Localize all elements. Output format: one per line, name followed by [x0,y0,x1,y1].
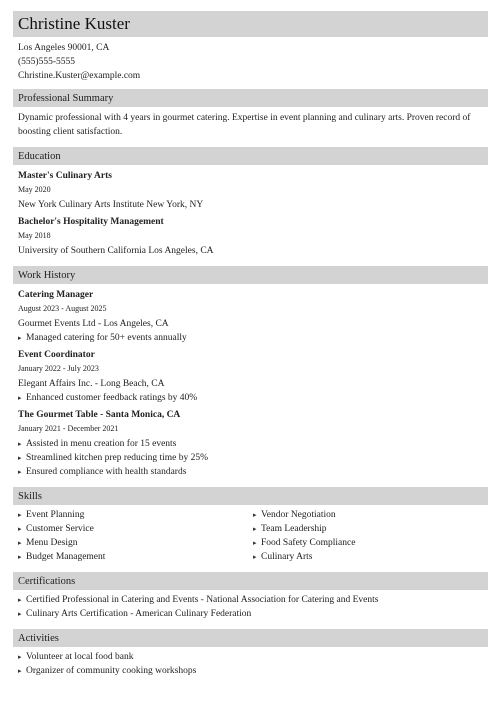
section-header-activities [13,629,488,647]
skills-column-left [18,508,253,564]
list-item: ▸ Streamlined kitchen prep reducing time by 25% [18,453,209,463]
section-title: Work History [18,269,76,281]
degree-date: May 2020 [18,185,51,194]
arrow-bullet-icon: ▸ [253,525,257,533]
section-header-work-history [13,266,488,284]
arrow-bullet-icon: ▸ [253,511,257,519]
summary-text: Dynamic professional with 4 years in gourmet catering. Expertise in event planning and culinary arts. Proven record of boosting client satisfaction. [18,113,471,137]
arrow-bullet-icon: ▸ [253,553,257,561]
arrow-bullet-icon: ▸ [18,440,22,448]
list-item: ▸ Ensured compliance with health standards [18,467,187,477]
section-title: Education [18,150,61,162]
job-dates: January 2021 - December 2021 [18,424,119,433]
section-title: Skills [18,490,42,502]
list-item: ▸ Enhanced customer feedback ratings by 40% [18,393,198,403]
section-title: Activities [18,632,59,644]
job-bullets [13,331,488,345]
skills-list [13,508,488,564]
section-title: Certifications [18,575,76,587]
address: Los Angeles 90001, CA [18,43,110,53]
school: University of Southern California Los Angeles, CA [18,246,214,256]
certifications-list [13,593,488,621]
arrow-bullet-icon: ▸ [18,394,22,402]
list-item: ▸ Certified Professional in Catering and Events - National Association for Catering and Events [18,595,379,605]
degree-date: May 2018 [18,231,51,240]
job-bullets [13,437,488,479]
section-title: Professional Summary [18,92,114,104]
education-list [13,169,488,258]
list-item: ▸ Team Leadership [253,524,327,534]
job-title: Event Coordinator [18,350,95,360]
resume-page [13,11,488,678]
job-company: Gourmet Events Ltd - Los Angeles, CA [18,319,169,329]
list-item: ▸ Vendor Negotiation [253,510,336,520]
skills-column-right [253,508,488,564]
section-header-skills [13,487,488,505]
school: New York Culinary Arts Institute New York, NY [18,200,204,210]
arrow-bullet-icon: ▸ [18,610,22,618]
list-item: ▸ Organizer of community cooking workshops [18,666,197,676]
contact-info [13,41,488,83]
job-bullets [13,391,488,405]
list-item: ▸ Customer Service [18,524,94,534]
section-header-education [13,147,488,165]
section-header-summary [13,89,488,107]
job-title: Catering Manager [18,290,94,300]
degree: Master's Culinary Arts [18,171,112,181]
email: Christine.Kuster@example.com [18,71,141,81]
list-item: ▸ Event Planning [18,510,85,520]
list-item: ▸ Food Safety Compliance [253,538,356,548]
candidate-name: Christine Kuster [18,14,130,33]
arrow-bullet-icon: ▸ [18,525,22,533]
job-dates: August 2023 - August 2025 [18,304,107,313]
job-title: The Gourmet Table - Santa Monica, CA [18,410,181,420]
arrow-bullet-icon: ▸ [18,667,22,675]
activities-list [13,650,488,678]
name-header [13,11,488,37]
section-header-certifications [13,572,488,590]
arrow-bullet-icon: ▸ [18,596,22,604]
arrow-bullet-icon: ▸ [18,454,22,462]
phone: (555)555-5555 [18,57,75,67]
arrow-bullet-icon: ▸ [18,653,22,661]
arrow-bullet-icon: ▸ [18,539,22,547]
job-dates: January 2022 - July 2023 [18,364,99,373]
degree: Bachelor's Hospitality Management [18,217,164,227]
arrow-bullet-icon: ▸ [18,468,22,476]
arrow-bullet-icon: ▸ [18,553,22,561]
work-list [13,288,488,331]
arrow-bullet-icon: ▸ [18,511,22,519]
arrow-bullet-icon: ▸ [18,334,22,342]
list-item: ▸ Budget Management [18,552,106,562]
list-item: ▸ Volunteer at local food bank [18,652,134,662]
list-item: ▸ Managed catering for 50+ events annually [18,333,187,343]
arrow-bullet-icon: ▸ [253,539,257,547]
list-item: ▸ Menu Design [18,538,78,548]
list-item: ▸ Culinary Arts Certification - American Culinary Federation [18,609,252,619]
list-item: ▸ Assisted in menu creation for 15 events [18,439,177,449]
job-company: Elegant Affairs Inc. - Long Beach, CA [18,379,165,389]
list-item: ▸ Culinary Arts [253,552,313,562]
